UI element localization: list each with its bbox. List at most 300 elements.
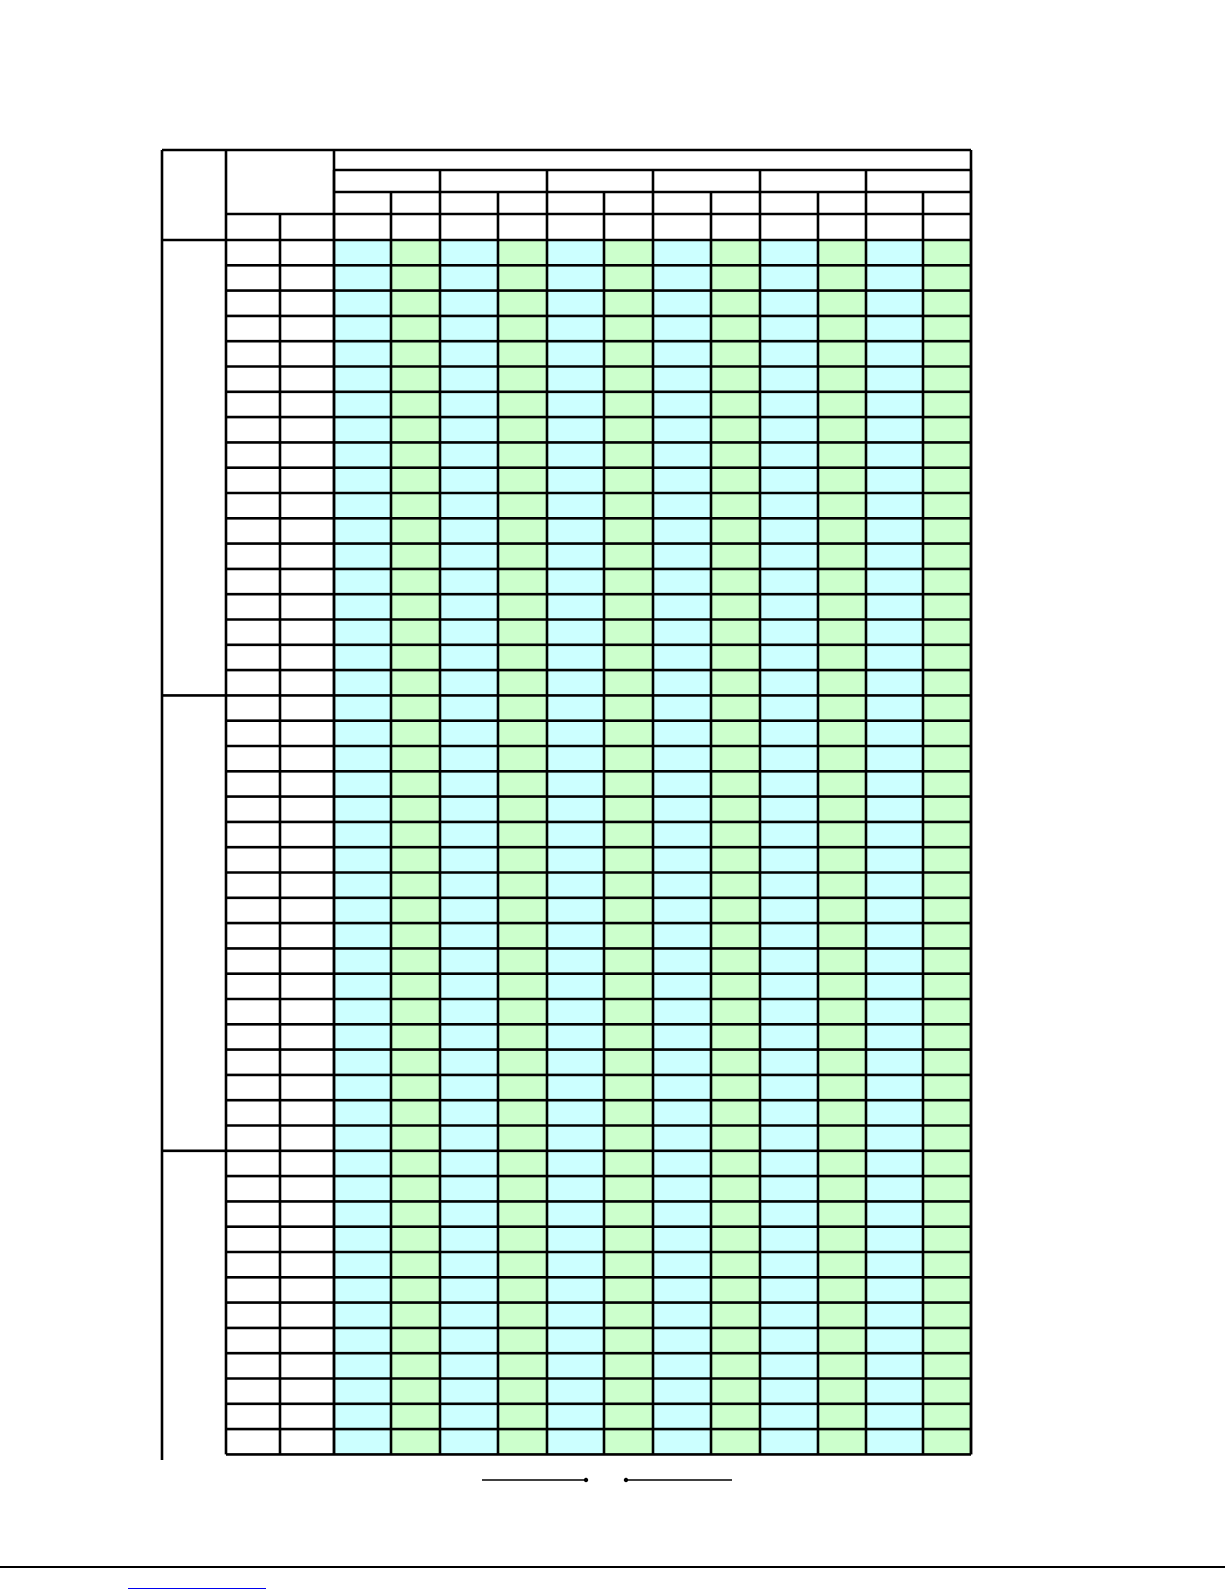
table-cell <box>547 1404 604 1429</box>
table-cell <box>547 721 604 746</box>
table-cell <box>498 873 547 898</box>
table-cell <box>604 1379 653 1404</box>
table-cell <box>760 240 818 265</box>
table-cell <box>923 1050 971 1075</box>
table-cell <box>923 544 971 569</box>
table-cell <box>866 240 923 265</box>
table-cell <box>923 1227 971 1252</box>
table-cell <box>818 1075 866 1100</box>
table-cell <box>866 417 923 442</box>
table-cell <box>604 822 653 847</box>
table-cell <box>711 1201 760 1226</box>
table-cell <box>498 1024 547 1049</box>
table-cell <box>547 670 604 695</box>
table-cell <box>440 1252 498 1277</box>
table-cell <box>818 341 866 366</box>
table-cell <box>547 873 604 898</box>
table-cell <box>604 367 653 392</box>
table-cell <box>498 1303 547 1328</box>
table-cell <box>440 544 498 569</box>
table-cell <box>760 1126 818 1151</box>
table-cell <box>498 1252 547 1277</box>
table-cell <box>818 645 866 670</box>
table-cell <box>440 746 498 771</box>
table-cell <box>334 392 391 417</box>
table-cell <box>440 822 498 847</box>
table-cell <box>866 1201 923 1226</box>
table-cell <box>653 1024 711 1049</box>
table-cell <box>604 1429 653 1454</box>
table-cell <box>923 265 971 290</box>
table-cell <box>440 1100 498 1125</box>
table-cell <box>711 999 760 1024</box>
table-cell <box>498 367 547 392</box>
table-cell <box>604 544 653 569</box>
table-cell <box>711 594 760 619</box>
table-cell <box>818 1151 866 1176</box>
table-cell <box>440 797 498 822</box>
table-cell <box>440 898 498 923</box>
table-cell <box>334 316 391 341</box>
table-cell <box>866 1379 923 1404</box>
table-cell <box>391 797 440 822</box>
table-cell <box>547 291 604 316</box>
table-cell <box>711 620 760 645</box>
table-cell <box>604 1252 653 1277</box>
table-cell <box>760 1075 818 1100</box>
table-cell <box>391 746 440 771</box>
table-cell <box>760 518 818 543</box>
table-cell <box>498 771 547 796</box>
table-cell <box>711 721 760 746</box>
table-cell <box>440 1024 498 1049</box>
table-cell <box>604 1176 653 1201</box>
table-cell <box>604 468 653 493</box>
table-cell <box>334 822 391 847</box>
table-cell <box>440 240 498 265</box>
table-cell <box>866 265 923 290</box>
table-cell <box>391 1303 440 1328</box>
table-cell <box>604 569 653 594</box>
table-cell <box>760 898 818 923</box>
table-cell <box>866 645 923 670</box>
table-cell <box>498 695 547 720</box>
table-cell <box>498 822 547 847</box>
table-cell <box>498 1176 547 1201</box>
table-cell <box>334 518 391 543</box>
table-cell <box>391 1379 440 1404</box>
table-cell <box>547 645 604 670</box>
table-cell <box>440 1303 498 1328</box>
table-cell <box>604 316 653 341</box>
table-cell <box>498 620 547 645</box>
table-cell <box>923 797 971 822</box>
table-cell <box>711 1227 760 1252</box>
table-cell <box>711 695 760 720</box>
table-cell <box>498 847 547 872</box>
table-cell <box>604 1126 653 1151</box>
table-cell <box>818 392 866 417</box>
table-cell <box>334 1404 391 1429</box>
table-cell <box>391 569 440 594</box>
table-cell <box>334 670 391 695</box>
table-cell <box>653 822 711 847</box>
table-cell <box>391 1252 440 1277</box>
table-cell <box>760 948 818 973</box>
table-cell <box>498 797 547 822</box>
table-cell <box>866 695 923 720</box>
table-cell <box>818 771 866 796</box>
table-cell <box>391 645 440 670</box>
table-cell <box>653 265 711 290</box>
table-cell <box>498 291 547 316</box>
table-cell <box>440 1353 498 1378</box>
table-cell <box>391 999 440 1024</box>
table-cell <box>818 1050 866 1075</box>
table-cell <box>866 1429 923 1454</box>
table-cell <box>334 291 391 316</box>
table-cell <box>440 392 498 417</box>
table-cell <box>391 417 440 442</box>
table-cell <box>866 1353 923 1378</box>
table-cell <box>547 923 604 948</box>
table-cell <box>604 265 653 290</box>
table-cell <box>498 948 547 973</box>
table-cell <box>440 1075 498 1100</box>
table-cell <box>604 1024 653 1049</box>
table-cell <box>923 1429 971 1454</box>
table-cell <box>818 873 866 898</box>
table-cell <box>711 822 760 847</box>
table-cell <box>760 594 818 619</box>
table-cell <box>760 442 818 467</box>
table-cell <box>391 468 440 493</box>
table-cell <box>760 797 818 822</box>
table-cell <box>334 1252 391 1277</box>
table-cell <box>866 1328 923 1353</box>
table-cell <box>604 620 653 645</box>
table-cell <box>760 1151 818 1176</box>
table-cell <box>923 974 971 999</box>
table-cell <box>711 1429 760 1454</box>
table-cell <box>923 771 971 796</box>
table-cell <box>334 1201 391 1226</box>
table-cell <box>334 594 391 619</box>
table-cell <box>498 645 547 670</box>
table-cell <box>653 721 711 746</box>
table-cell <box>391 493 440 518</box>
table-cell <box>391 1151 440 1176</box>
table-cell <box>334 695 391 720</box>
table-cell <box>653 1277 711 1302</box>
table-cell <box>653 1100 711 1125</box>
table-cell <box>391 291 440 316</box>
table-cell <box>711 645 760 670</box>
table-cell <box>866 1050 923 1075</box>
table-cell <box>440 417 498 442</box>
table-cell <box>866 923 923 948</box>
table-cell <box>818 240 866 265</box>
table-cell <box>653 1328 711 1353</box>
table-cell <box>866 721 923 746</box>
table-cell <box>653 771 711 796</box>
table-cell <box>604 1404 653 1429</box>
table-cell <box>547 771 604 796</box>
table-cell <box>653 1429 711 1454</box>
table-cell <box>547 974 604 999</box>
table-cell <box>604 1277 653 1302</box>
table-cell <box>923 670 971 695</box>
table-cell <box>760 468 818 493</box>
table-cell <box>498 1126 547 1151</box>
table-cell <box>818 594 866 619</box>
table-cell <box>391 1075 440 1100</box>
table-cell <box>334 746 391 771</box>
table-cell <box>923 291 971 316</box>
table-cell <box>498 569 547 594</box>
table-cell <box>440 1404 498 1429</box>
table-cell <box>760 1201 818 1226</box>
table-cell <box>498 746 547 771</box>
table-cell <box>653 797 711 822</box>
table-cell <box>923 240 971 265</box>
table-cell <box>391 670 440 695</box>
table-cell <box>866 797 923 822</box>
table-cell <box>653 1201 711 1226</box>
table-cell <box>923 1151 971 1176</box>
table-cell <box>866 518 923 543</box>
table-cell <box>498 1353 547 1378</box>
table-cell <box>440 847 498 872</box>
table-cell <box>711 1303 760 1328</box>
table-cell <box>391 544 440 569</box>
table-cell <box>818 695 866 720</box>
table-cell <box>711 771 760 796</box>
table-cell <box>653 316 711 341</box>
table-cell <box>818 544 866 569</box>
table-cell <box>923 746 971 771</box>
table-cell <box>923 1075 971 1100</box>
table-cell <box>653 645 711 670</box>
table-cell <box>923 645 971 670</box>
table-cell <box>604 1328 653 1353</box>
table-cell <box>760 417 818 442</box>
table-cell <box>440 695 498 720</box>
table-cell <box>391 1353 440 1378</box>
table-cell <box>334 1277 391 1302</box>
table-cell <box>818 797 866 822</box>
table-cell <box>334 898 391 923</box>
table-cell <box>653 670 711 695</box>
table-cell <box>760 1353 818 1378</box>
table-cell <box>653 1353 711 1378</box>
table-cell <box>604 847 653 872</box>
table-cell <box>440 1151 498 1176</box>
table-cell <box>604 1201 653 1226</box>
table-cell <box>818 1227 866 1252</box>
table-cell <box>923 923 971 948</box>
table-cell <box>440 873 498 898</box>
table-cell <box>604 771 653 796</box>
table-cell <box>923 898 971 923</box>
table-cell <box>653 1151 711 1176</box>
table-cell <box>866 1277 923 1302</box>
table-cell <box>440 1227 498 1252</box>
table-cell <box>711 291 760 316</box>
table-cell <box>391 316 440 341</box>
table-cell <box>866 771 923 796</box>
table-cell <box>818 1328 866 1353</box>
table-cell <box>391 771 440 796</box>
table-cell <box>760 367 818 392</box>
table-cell <box>760 999 818 1024</box>
table-cell <box>391 1100 440 1125</box>
table-cell <box>760 721 818 746</box>
table-cell <box>604 1227 653 1252</box>
table-cell <box>711 1075 760 1100</box>
table-cell <box>334 442 391 467</box>
table-cell <box>653 620 711 645</box>
table-cell <box>711 1353 760 1378</box>
table-cell <box>334 847 391 872</box>
table-cell <box>334 620 391 645</box>
table-cell <box>818 948 866 973</box>
table-cell <box>391 1227 440 1252</box>
table-cell <box>547 468 604 493</box>
table-cell <box>334 1100 391 1125</box>
table-cell <box>760 1100 818 1125</box>
table-cell <box>334 367 391 392</box>
table-cell <box>923 442 971 467</box>
table-cell <box>711 1252 760 1277</box>
table-cell <box>818 847 866 872</box>
table-cell <box>547 1201 604 1226</box>
table-cell <box>923 620 971 645</box>
table-cell <box>818 442 866 467</box>
table-cell <box>334 1024 391 1049</box>
table-cell <box>604 873 653 898</box>
table-cell <box>711 518 760 543</box>
table-cell <box>391 1404 440 1429</box>
table-cell <box>818 316 866 341</box>
table-cell <box>653 417 711 442</box>
table-cell <box>818 468 866 493</box>
table-cell <box>818 417 866 442</box>
table-cell <box>866 620 923 645</box>
table-cell <box>498 974 547 999</box>
table-cell <box>334 1126 391 1151</box>
signature-dot-left <box>584 1478 588 1482</box>
table-cell <box>711 948 760 973</box>
table-cell <box>760 1176 818 1201</box>
table-cell <box>818 746 866 771</box>
table-cell <box>498 468 547 493</box>
table-cell <box>604 645 653 670</box>
table-cell <box>711 1024 760 1049</box>
table-cell <box>547 1126 604 1151</box>
table-cell <box>866 1075 923 1100</box>
table-cell <box>923 392 971 417</box>
table-cell <box>440 1328 498 1353</box>
table-cell <box>760 746 818 771</box>
table-cell <box>498 442 547 467</box>
table-cell <box>440 367 498 392</box>
table-cell <box>498 1151 547 1176</box>
table-cell <box>653 847 711 872</box>
table-cell <box>923 1353 971 1378</box>
table-cell <box>760 1404 818 1429</box>
table-cell <box>604 594 653 619</box>
table-cell <box>711 974 760 999</box>
table-cell <box>334 1429 391 1454</box>
table-cell <box>334 1353 391 1378</box>
table-cell <box>711 265 760 290</box>
table-cell <box>604 1075 653 1100</box>
table-cell <box>547 1075 604 1100</box>
table-cell <box>547 518 604 543</box>
table-cell <box>711 367 760 392</box>
table-cell <box>818 822 866 847</box>
table-cell <box>604 493 653 518</box>
table-cell <box>653 999 711 1024</box>
table-cell <box>391 847 440 872</box>
table-cell <box>334 1075 391 1100</box>
table-cell <box>760 1429 818 1454</box>
table-cell <box>653 1227 711 1252</box>
table-cell <box>604 1050 653 1075</box>
table-cell <box>711 442 760 467</box>
table-cell <box>547 417 604 442</box>
table-cell <box>334 797 391 822</box>
table-cell <box>653 974 711 999</box>
table-cell <box>440 594 498 619</box>
table-cell <box>923 721 971 746</box>
page-footer <box>0 1566 1225 1585</box>
table-cell <box>547 442 604 467</box>
table-cell <box>711 797 760 822</box>
table-cell <box>711 468 760 493</box>
table-cell <box>866 1151 923 1176</box>
table-cell <box>866 847 923 872</box>
table-cell <box>604 898 653 923</box>
table-cell <box>653 468 711 493</box>
table-cell <box>760 873 818 898</box>
table-cell <box>923 518 971 543</box>
table-cell <box>923 847 971 872</box>
table-cell <box>711 1176 760 1201</box>
table-cell <box>711 1379 760 1404</box>
table-cell <box>391 367 440 392</box>
table-cell <box>760 620 818 645</box>
table-cell <box>711 240 760 265</box>
table-cell <box>498 417 547 442</box>
table-cell <box>653 1303 711 1328</box>
table-cell <box>604 291 653 316</box>
table-cell <box>391 695 440 720</box>
table-cell <box>440 670 498 695</box>
table-cell <box>440 1176 498 1201</box>
table-cell <box>498 721 547 746</box>
table-cell <box>653 341 711 366</box>
table-cell <box>604 695 653 720</box>
table-cell <box>760 1227 818 1252</box>
table-cell <box>923 999 971 1024</box>
table-cell <box>391 974 440 999</box>
table-cell <box>711 873 760 898</box>
table-cell <box>866 594 923 619</box>
table-cell <box>818 1353 866 1378</box>
table-cell <box>391 442 440 467</box>
